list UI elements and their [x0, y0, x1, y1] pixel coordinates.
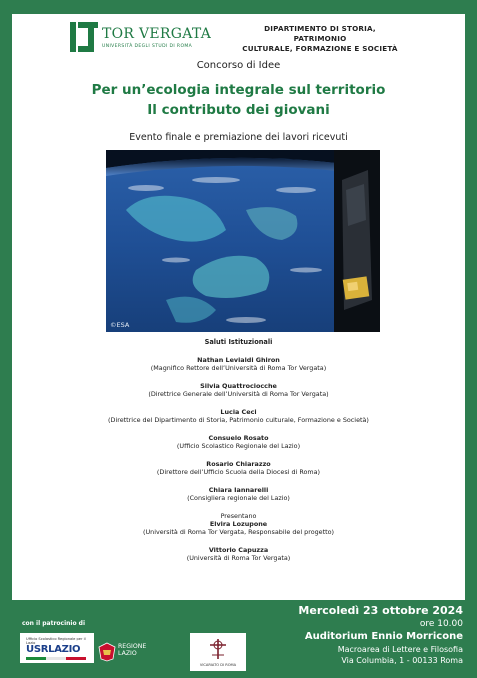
speaker-name: Nathan Levialdi Ghiron — [197, 356, 280, 364]
university-name: TOR VERGATA — [102, 26, 212, 42]
speaker-role: (Direttore dell’Ufficio Scuola della Diocesi di Roma) — [156, 468, 321, 476]
speaker-entry — [12, 460, 465, 476]
regione-lazio-logo — [98, 640, 156, 664]
event-venue: Auditorium Ennio Morricone — [304, 631, 463, 642]
department-name — [238, 24, 402, 54]
speaker-role: (Consigliera regionale del Lazio) — [187, 494, 290, 502]
event-address-line-1: Macroarea di Lettere e Filosofia — [337, 645, 463, 654]
presenter-entry — [12, 512, 465, 536]
department-line-2: CULTURALE, FORMAZIONE E SOCIETÀ — [242, 44, 398, 53]
presenter-role: (Università di Roma Tor Vergata, Responsabile del progetto) — [142, 528, 335, 536]
presenter-label: Presentano — [220, 512, 257, 520]
earth-photo — [106, 150, 380, 332]
earth-from-space-image — [106, 150, 380, 332]
presenter-role: (Università di Roma Tor Vergata) — [186, 554, 291, 562]
usr-lazio-logo — [20, 633, 94, 663]
title-line-2: Il contributo dei giovani — [147, 102, 330, 118]
speaker-role: (Direttrice del Dipartimento di Storia, Patrimonio culturale, Formazione e Società) — [108, 416, 369, 424]
section-heading: Saluti Istituzionali — [204, 338, 273, 346]
speaker-name: Chiara Iannarelli — [208, 486, 269, 494]
usr-name: USRLAZIO — [26, 644, 81, 655]
presenter-entry — [12, 546, 465, 562]
vicariato-logo — [190, 633, 246, 671]
speaker-name: Silvia Quattrociocche — [200, 382, 277, 390]
speaker-entry — [12, 486, 465, 502]
event-date: Mercoledì 23 ottobre 2024 — [298, 604, 463, 617]
speaker-entry — [12, 382, 465, 398]
speaker-entry — [12, 434, 465, 450]
event-info — [298, 604, 463, 666]
speaker-entry — [12, 356, 465, 372]
university-subtitle: UNIVERSITÀ DEGLI STUDI DI ROMA — [102, 44, 193, 49]
photo-credit: ©ESA — [110, 321, 130, 329]
usr-subtitle: Ufficio Scolastico Regionale per il Lazio — [26, 637, 86, 645]
regione-lazio-emblem-icon — [98, 642, 116, 662]
speaker-role: (Magnifico Rettore dell’Università di Roma Tor Vergata) — [150, 364, 327, 372]
regione-line-2: LAZIO — [118, 650, 137, 657]
poster — [12, 14, 465, 600]
patronage-label: con il patrocinio di — [22, 620, 86, 627]
speaker-name: Consuelo Rosato — [208, 434, 269, 442]
speaker-name: Rosario Chiarazzo — [206, 460, 271, 468]
regione-lazio-name — [118, 643, 146, 657]
subtitle: Evento finale e premiazione dei lavori ricevuti — [129, 132, 348, 143]
presenter-name: Vittorio Capuzza — [208, 546, 269, 554]
event-time: ore 10.00 — [419, 619, 463, 629]
title-line-1: Per un’ecologia integrale sul territorio — [91, 82, 386, 98]
presenter-name: Elvira Lozupone — [209, 520, 268, 528]
vicariato-name: VICARIATO DI ROMA — [199, 663, 237, 667]
speaker-name: Lucia Ceci — [220, 408, 257, 416]
speaker-role: (Direttrice Generale dell’Università di Roma Tor Vergata) — [148, 390, 329, 398]
event-address-line-2: Via Columbia, 1 - 00133 Roma — [341, 656, 463, 665]
speaker-role: (Ufficio Scolastico Regionale del Lazio) — [176, 442, 301, 450]
department-line-1: DIPARTIMENTO DI STORIA, PATRIMONIO — [264, 24, 376, 43]
usr-stripe-icon — [26, 657, 86, 660]
university-logo — [70, 20, 215, 60]
program — [12, 338, 465, 572]
speaker-entry — [12, 408, 465, 424]
kicker: Concorso di Idee — [196, 60, 281, 71]
regione-line-1: REGIONE — [118, 643, 147, 650]
vicariato-crest-icon — [206, 637, 230, 661]
tor-vergata-logo-icon — [70, 22, 98, 52]
